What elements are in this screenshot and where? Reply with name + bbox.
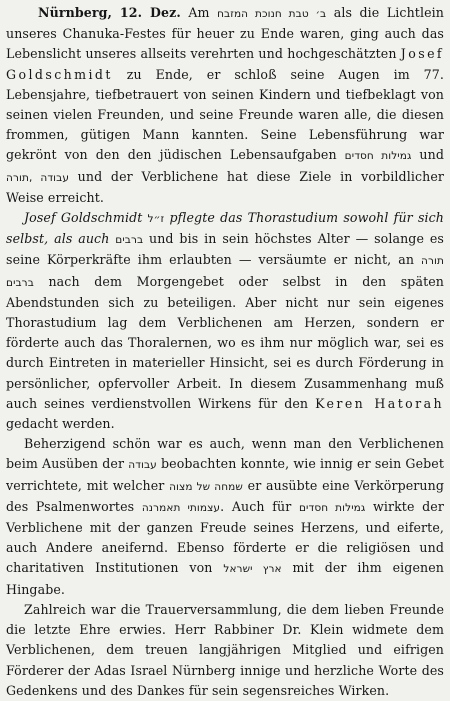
dateline: Nürnberg, 12. Dez. xyxy=(38,5,181,20)
hebrew-phrase: עצמותי תאמרנה xyxy=(141,501,221,514)
hebrew-phrase: גמילות חסדים xyxy=(298,501,366,514)
text-run: wirkte der Verblichene mit der ganzen Freude seines Herzens, und eiferte, auch Andere aneifernd. Ebenso förderte er die religiösen und charitativen Institutionen von xyxy=(6,498,444,576)
text-run: und xyxy=(411,147,444,163)
text-run: Beherzigend schön war es auch, wenn man den Verblichenen beim Ausüben der xyxy=(6,436,444,472)
text-run: zu Ende, er schloß seine Augen im 77. Lebensjahre, tiefbetrauert von seinen Kindern und tiefbeklagt von seinen vielen Freunden, und seine Freunde waren alle, die diesen frommen, gütigen Mann kannten. Seine Lebensführung war gekrönt von den den jüdischen Lebensaufgaben xyxy=(6,66,444,163)
text-run: beobachten konnte, wie innig er sein Gebet verrichtete, mit welcher xyxy=(6,456,444,493)
hebrew-phrase: ב׳ טבת חנוכת המזבח xyxy=(217,8,327,20)
article-paragraph-1 xyxy=(6,3,444,208)
hebrew-phrase: ברבים xyxy=(115,234,144,247)
article-paragraph-2 xyxy=(6,208,444,434)
text-run: Am xyxy=(180,5,218,20)
text-run: . Auch für xyxy=(220,498,299,514)
text-run: nach dem Morgengebet oder selbst in den späten Abendstunden sich zu beteiligen. Aber nicht nur sein eigenes Thorastudium lag dem Verblichenen am Herzen, sondern er förderte auch das Thoralernen, wo es ihm nur möglich war, sei es durch Eintreten in materieller Hinsicht, sei es durch Förderung in persönlicher, opfervoller Arbeit. In diesem Zusammenhang muß auch seines verdienstvollen Wirkens für den xyxy=(6,273,444,411)
text-run: als die Lichtlein unseres Chanuka-Festes für heuer zu Ende waren, ging auch das Lebenslicht unseres allseits verehrten und hochgeschätzten xyxy=(6,5,444,62)
text-run: mit der ihm eigenen Hingabe. xyxy=(6,560,444,597)
text-run: Josef Goldschmidt xyxy=(24,210,148,226)
hebrew-phrase: עבודה ,תורה xyxy=(6,171,69,184)
hebrew-phrase: ארץ ישראל xyxy=(223,563,282,576)
article-paragraph-4 xyxy=(6,600,444,701)
article-paragraph-3 xyxy=(6,434,444,600)
hebrew-phrase: ז״ל xyxy=(147,213,165,226)
text-run: Zahlreich war die Trauerversammlung, die dem lieben Freunde die letzte Ehre erwies. Herr Rabbiner Dr. Klein widmete dem Verblichenen, dem treuen langjährigen Mitglied und eifrigen Förderer der Adas Israel Nürnberg innige und herzliche Worte des Gedenkens und des Dankes für sein segensreiches Wirken. xyxy=(6,601,444,698)
fund-name: Keren Hatorah xyxy=(315,395,444,411)
text-run: gedacht werden. xyxy=(6,416,115,432)
hebrew-phrase: גמילות חסדים xyxy=(344,150,412,163)
hebrew-phrase: תורה ברבים xyxy=(6,255,444,289)
text-run: er ausübte eine Verkörperung des Psalmenwortes xyxy=(6,477,444,514)
text-run: und bis in sein höchstes Alter — solange es seine Körperkräfte ihm erlaubten — versäumte er nicht, an xyxy=(6,231,444,268)
text-run: pflegte das Thorastudium sowohl für sich selbst, als auch xyxy=(6,210,445,247)
hebrew-phrase: שמחה של מצוה xyxy=(169,480,243,493)
hebrew-phrase: עבודה xyxy=(128,459,157,472)
person-name: Josef Goldschmidt xyxy=(6,46,444,82)
text-run: und der Verblichene hat diese Ziele in vorbildlicher Weise erreicht. xyxy=(6,168,445,205)
